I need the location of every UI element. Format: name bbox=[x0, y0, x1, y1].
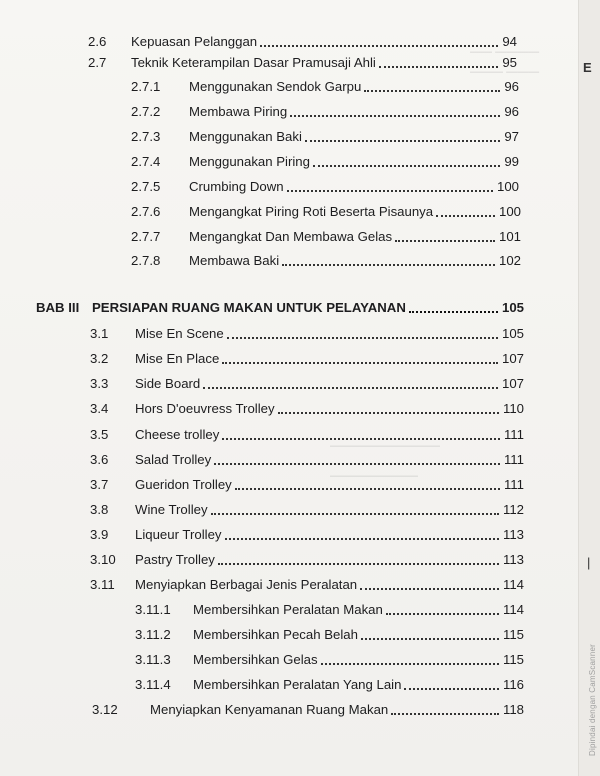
toc-page-number: 97 bbox=[504, 129, 519, 144]
toc-page: ———— —— ——— ——— —————————— ———————— 2.6 Kepuasan Pelanggan 94 2.7 Teknik Keterampilan Dasar Pramusaji Ahli 95 2.7.1 Menggunakan Sendok Garpu 96 2.7.2 Membawa Piring 96 2.7.3 Menggunakan Baki 97 2.7.4 Menggunakan Piring 99 2.7.5 Crumbing Down 100 2.7.6 Mengangkat Piring Roti Beserta Pisaunya 100 2.7.7 Mengangkat Dan Membawa Gelas 101 2.7.8 Membawa Baki 102 BAB III PERSIAPAN RUANG MAKAN UNTUK PELAYANAN 105 3.1 Mise En Scene 105 3.2 Mise En Place 107 3.3 Side Board 107 3.4 Hors D'oeuvress Trolley 110 3.5 Cheese trolley 111 3.6 Salad Trolley 111 3.7 Gueridon Trolley 111 3.8 Wine Trolley 112 3.9 Liqueur Trolley 113 3.10 Pastry Trolley 113 3.11 Menyiapkan Berbagai Jenis Peralatan 114 3.11.1 Membersihkan Peralatan Makan 114 3.11.2 Membersihkan Pecah Belah 115 3.11.3 Membersihkan Gelas 115 3.11.4 Membersihkan Peralatan Yang Lain 116 3.12 Menyiapkan Kenyamanan Ruang Makan 118 bbox=[0, 0, 578, 776]
dot-leader bbox=[436, 215, 495, 217]
toc-page-number: 96 bbox=[504, 79, 519, 94]
toc-number: 3.9 bbox=[90, 527, 109, 542]
toc-number: 3.7 bbox=[90, 477, 109, 492]
toc-page-number: 105 bbox=[501, 300, 524, 315]
toc-number: 3.1 bbox=[90, 326, 109, 341]
toc-number: 2.7.6 bbox=[131, 204, 161, 219]
toc-row bbox=[135, 627, 524, 643]
toc-title: Liqueur Trolley bbox=[135, 527, 222, 542]
toc-title: PERSIAPAN RUANG MAKAN UNTUK PELAYANAN bbox=[92, 300, 406, 315]
toc-title: Membersihkan Peralatan Yang Lain bbox=[193, 677, 402, 692]
toc-title: Menggunakan Piring bbox=[189, 154, 310, 169]
dot-leader bbox=[364, 90, 500, 92]
dot-leader bbox=[260, 45, 498, 47]
toc-page-number: 113 bbox=[502, 552, 524, 567]
toc-number: 3.5 bbox=[90, 427, 109, 442]
dot-leader bbox=[214, 463, 500, 465]
dot-leader bbox=[386, 613, 499, 615]
toc-row bbox=[131, 104, 519, 120]
toc-page-number: 114 bbox=[502, 577, 524, 592]
dot-leader bbox=[282, 264, 495, 266]
dot-leader bbox=[305, 140, 500, 142]
toc-row bbox=[90, 502, 524, 518]
toc-number: 3.10 bbox=[90, 552, 116, 567]
toc-row bbox=[90, 477, 524, 493]
toc-number: 3.6 bbox=[90, 452, 109, 467]
toc-number: 2.7.1 bbox=[131, 79, 161, 94]
toc-title: Mengangkat Dan Membawa Gelas bbox=[189, 229, 393, 244]
toc-page-number: 96 bbox=[504, 104, 519, 119]
toc-row bbox=[90, 527, 524, 543]
scanner-watermark: Dipindai dengan CamScanner bbox=[588, 644, 597, 756]
dot-leader bbox=[321, 663, 499, 665]
toc-page-number: 118 bbox=[502, 702, 524, 717]
toc-title: Mise En Place bbox=[135, 351, 220, 366]
toc-page-number: 111 bbox=[503, 477, 524, 492]
toc-title: Side Board bbox=[135, 376, 201, 391]
toc-page-number: 112 bbox=[502, 502, 524, 517]
toc-title: Wine Trolley bbox=[135, 502, 208, 517]
toc-page-number: 111 bbox=[503, 427, 524, 442]
toc-page-number: 100 bbox=[498, 204, 521, 219]
toc-page-number: 116 bbox=[502, 677, 524, 692]
toc-row bbox=[90, 326, 524, 342]
dot-leader bbox=[391, 713, 499, 715]
toc-page-number: 105 bbox=[501, 326, 524, 341]
toc-page-number: 94 bbox=[502, 34, 517, 49]
toc-title: Membersihkan Peralatan Makan bbox=[193, 602, 383, 617]
dot-leader bbox=[227, 337, 498, 339]
toc-title: Membawa Piring bbox=[189, 104, 288, 119]
toc-row bbox=[88, 34, 517, 50]
toc-title: Membawa Baki bbox=[189, 253, 280, 268]
toc-number: BAB III bbox=[36, 300, 80, 315]
toc-title: Hors D'oeuvress Trolley bbox=[135, 401, 275, 416]
toc-page-number: 110 bbox=[502, 401, 524, 416]
toc-title: Cheese trolley bbox=[135, 427, 220, 442]
toc-row bbox=[90, 376, 524, 392]
toc-number: 3.11.2 bbox=[135, 627, 171, 642]
toc-number: 3.11.1 bbox=[135, 602, 171, 617]
toc-row bbox=[135, 677, 524, 693]
toc-page-number: 107 bbox=[501, 351, 524, 366]
toc-chapter-row bbox=[36, 300, 524, 316]
toc-row bbox=[135, 602, 524, 618]
toc-number: 2.7.4 bbox=[131, 154, 161, 169]
toc-row bbox=[90, 427, 524, 443]
toc-title: Membersihkan Gelas bbox=[193, 652, 318, 667]
toc-number: 3.11.3 bbox=[135, 652, 171, 667]
dot-leader bbox=[409, 311, 498, 313]
toc-number: 3.8 bbox=[90, 502, 109, 517]
toc-row bbox=[90, 401, 524, 417]
toc-row bbox=[131, 154, 519, 170]
toc-page-number: 115 bbox=[502, 627, 524, 642]
dot-leader bbox=[287, 190, 493, 192]
toc-row bbox=[90, 452, 524, 468]
toc-number: 3.4 bbox=[90, 401, 109, 416]
toc-row bbox=[131, 229, 521, 245]
edge-mark-middle: | bbox=[587, 555, 591, 570]
dot-leader bbox=[225, 538, 499, 540]
dot-leader bbox=[278, 412, 499, 414]
toc-row bbox=[131, 79, 519, 95]
toc-title: Menggunakan Baki bbox=[189, 129, 302, 144]
toc-number: 2.6 bbox=[88, 34, 107, 49]
dot-leader bbox=[360, 588, 499, 590]
toc-title: Mengangkat Piring Roti Beserta Pisaunya bbox=[189, 204, 434, 219]
toc-row bbox=[131, 179, 519, 195]
toc-title: Mise En Scene bbox=[135, 326, 224, 341]
dot-leader bbox=[211, 513, 499, 515]
adjacent-page-edge bbox=[578, 0, 600, 776]
toc-row bbox=[131, 204, 521, 220]
dot-leader bbox=[218, 563, 499, 565]
toc-number: 3.12 bbox=[92, 702, 118, 717]
toc-number: 2.7.3 bbox=[131, 129, 161, 144]
dot-leader bbox=[222, 362, 498, 364]
toc-number: 2.7.2 bbox=[131, 104, 161, 119]
toc-number: 3.11 bbox=[90, 577, 115, 592]
toc-number: 2.7 bbox=[88, 55, 107, 70]
toc-number: 3.11.4 bbox=[135, 677, 171, 692]
toc-title: Pastry Trolley bbox=[135, 552, 215, 567]
dot-leader bbox=[361, 638, 499, 640]
dot-leader bbox=[222, 438, 500, 440]
dot-leader bbox=[379, 66, 499, 68]
toc-page-number: 107 bbox=[501, 376, 524, 391]
toc-number: 2.7.7 bbox=[131, 229, 161, 244]
toc-row bbox=[131, 129, 519, 145]
toc-page-number: 111 bbox=[503, 452, 524, 467]
toc-title: Menggunakan Sendok Garpu bbox=[189, 79, 362, 94]
toc-row bbox=[90, 351, 524, 367]
toc-number: 2.7.5 bbox=[131, 179, 161, 194]
dot-leader bbox=[203, 387, 498, 389]
toc-page-number: 100 bbox=[496, 179, 519, 194]
toc-row bbox=[92, 702, 524, 718]
toc-title: Salad Trolley bbox=[135, 452, 212, 467]
toc-row bbox=[90, 577, 524, 593]
toc-page-number: 115 bbox=[502, 652, 524, 667]
dot-leader bbox=[395, 240, 495, 242]
toc-title: Membersihkan Pecah Belah bbox=[193, 627, 358, 642]
toc-page-number: 101 bbox=[498, 229, 521, 244]
toc-title: Crumbing Down bbox=[189, 179, 284, 194]
toc-title: Gueridon Trolley bbox=[135, 477, 232, 492]
dot-leader bbox=[290, 115, 500, 117]
toc-title: Menyiapkan Berbagai Jenis Peralatan bbox=[135, 577, 358, 592]
toc-page-number: 102 bbox=[498, 253, 521, 268]
toc-number: 2.7.8 bbox=[131, 253, 161, 268]
dot-leader bbox=[404, 688, 499, 690]
toc-page-number: 95 bbox=[502, 55, 517, 70]
dot-leader bbox=[313, 165, 500, 167]
toc-page-number: 113 bbox=[502, 527, 524, 542]
dot-leader bbox=[235, 488, 500, 490]
toc-title: Menyiapkan Kenyamanan Ruang Makan bbox=[150, 702, 389, 717]
toc-title: Teknik Keterampilan Dasar Pramusaji Ahli bbox=[131, 55, 376, 70]
toc-title: Kepuasan Pelanggan bbox=[131, 34, 258, 49]
toc-page-number: 114 bbox=[502, 602, 524, 617]
toc-row bbox=[88, 55, 517, 71]
toc-number: 3.2 bbox=[90, 351, 109, 366]
toc-page-number: 99 bbox=[504, 154, 519, 169]
toc-row bbox=[131, 253, 521, 269]
toc-row bbox=[135, 652, 524, 668]
toc-number: 3.3 bbox=[90, 376, 109, 391]
edge-mark-top: E bbox=[583, 60, 592, 75]
toc-row bbox=[90, 552, 524, 568]
